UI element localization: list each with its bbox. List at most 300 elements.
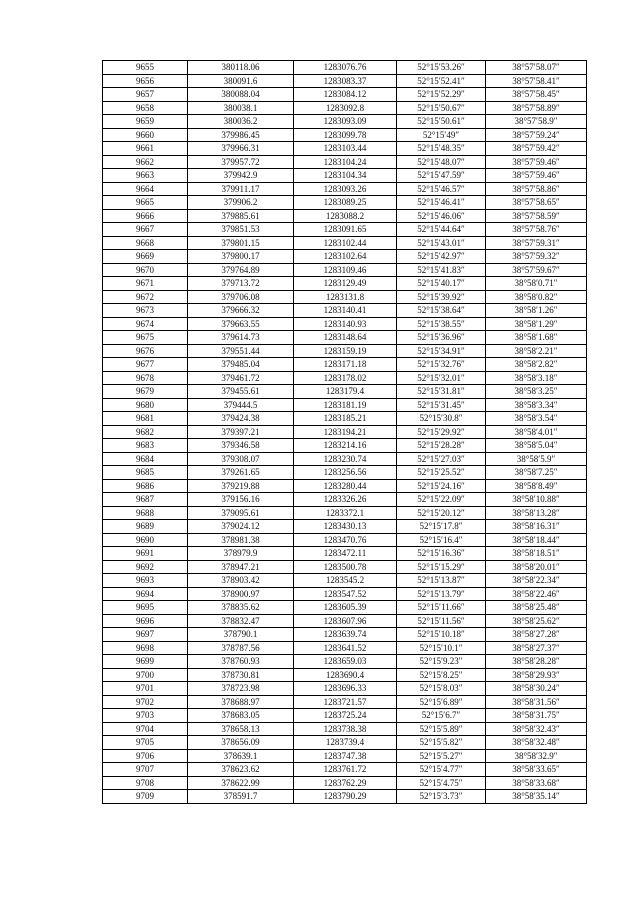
x-coordinate-cell: 379800.17 [188, 250, 294, 264]
y-coordinate-cell: 1283280.44 [294, 479, 397, 493]
table-row [103, 155, 587, 169]
point-number-cell: 9656 [103, 74, 188, 88]
table-row [103, 628, 587, 642]
table-row [103, 209, 587, 223]
table-row [103, 304, 587, 318]
longitude-cell: 38°58′33.68″ [486, 776, 587, 790]
x-coordinate-cell: 379346.58 [188, 439, 294, 453]
y-coordinate-cell: 1283762.29 [294, 776, 397, 790]
x-coordinate-cell: 379485.04 [188, 358, 294, 372]
point-number-cell: 9657 [103, 88, 188, 102]
x-coordinate-cell: 379261.65 [188, 466, 294, 480]
point-number-cell: 9690 [103, 533, 188, 547]
x-coordinate-cell: 379424.38 [188, 412, 294, 426]
y-coordinate-cell: 1283372.1 [294, 506, 397, 520]
point-number-cell: 9687 [103, 493, 188, 507]
table-row [103, 655, 587, 669]
y-coordinate-cell: 1283326.26 [294, 493, 397, 507]
x-coordinate-cell: 379551.44 [188, 344, 294, 358]
y-coordinate-cell: 1283093.26 [294, 182, 397, 196]
point-number-cell: 9703 [103, 709, 188, 723]
latitude-cell: 52°15′50.67″ [397, 101, 486, 115]
point-number-cell: 9670 [103, 263, 188, 277]
y-coordinate-cell: 1283148.64 [294, 331, 397, 345]
latitude-cell: 52°15′31.81″ [397, 385, 486, 399]
longitude-cell: 38°58′27.28″ [486, 628, 587, 642]
table-row [103, 547, 587, 561]
point-number-cell: 9707 [103, 763, 188, 777]
longitude-cell: 38°58′3.34″ [486, 398, 587, 412]
y-coordinate-cell: 1283092.8 [294, 101, 397, 115]
point-number-cell: 9659 [103, 115, 188, 129]
longitude-cell: 38°57′58.59″ [486, 209, 587, 223]
y-coordinate-cell: 1283102.64 [294, 250, 397, 264]
table-row [103, 479, 587, 493]
latitude-cell: 52°15′8.03″ [397, 682, 486, 696]
point-number-cell: 9668 [103, 236, 188, 250]
longitude-cell: 38°58′35.14″ [486, 790, 587, 804]
longitude-cell: 38°58′1.68″ [486, 331, 587, 345]
y-coordinate-cell: 1283104.24 [294, 155, 397, 169]
point-number-cell: 9676 [103, 344, 188, 358]
latitude-cell: 52°15′53.26″ [397, 61, 486, 75]
x-coordinate-cell: 378835.62 [188, 601, 294, 615]
point-number-cell: 9655 [103, 61, 188, 75]
longitude-cell: 38°58′2.82″ [486, 358, 587, 372]
latitude-cell: 52°15′38.55″ [397, 317, 486, 331]
x-coordinate-cell: 379957.72 [188, 155, 294, 169]
point-number-cell: 9685 [103, 466, 188, 480]
x-coordinate-cell: 378622.99 [188, 776, 294, 790]
longitude-cell: 38°58′1.29″ [486, 317, 587, 331]
point-number-cell: 9671 [103, 277, 188, 291]
latitude-cell: 52°15′29.92″ [397, 425, 486, 439]
y-coordinate-cell: 1283641.52 [294, 641, 397, 655]
longitude-cell: 38°58′28.28″ [486, 655, 587, 669]
longitude-cell: 38°58′18.44″ [486, 533, 587, 547]
x-coordinate-cell: 379219.88 [188, 479, 294, 493]
latitude-cell: 52°15′25.52″ [397, 466, 486, 480]
x-coordinate-cell: 379666.32 [188, 304, 294, 318]
x-coordinate-cell: 379706.08 [188, 290, 294, 304]
table-row [103, 695, 587, 709]
table-row [103, 668, 587, 682]
longitude-cell: 38°57′59.32″ [486, 250, 587, 264]
latitude-cell: 52°15′39.92″ [397, 290, 486, 304]
y-coordinate-cell: 1283178.02 [294, 371, 397, 385]
longitude-cell: 38°58′0.71″ [486, 277, 587, 291]
point-number-cell: 9680 [103, 398, 188, 412]
table-row [103, 614, 587, 628]
x-coordinate-cell: 379764.89 [188, 263, 294, 277]
point-number-cell: 9688 [103, 506, 188, 520]
y-coordinate-cell: 1283181.19 [294, 398, 397, 412]
longitude-cell: 38°58′1.26″ [486, 304, 587, 318]
latitude-cell: 52°15′42.97″ [397, 250, 486, 264]
latitude-cell: 52°15′34.91″ [397, 344, 486, 358]
latitude-cell: 52°15′13.79″ [397, 587, 486, 601]
point-number-cell: 9675 [103, 331, 188, 345]
x-coordinate-cell: 378688.97 [188, 695, 294, 709]
coordinates-table-body [103, 61, 587, 804]
longitude-cell: 38°57′59.46″ [486, 169, 587, 183]
point-number-cell: 9679 [103, 385, 188, 399]
point-number-cell: 9686 [103, 479, 188, 493]
point-number-cell: 9674 [103, 317, 188, 331]
latitude-cell: 52°15′44.64″ [397, 223, 486, 237]
latitude-cell: 52°15′11.66″ [397, 601, 486, 615]
longitude-cell: 38°58′30.24″ [486, 682, 587, 696]
latitude-cell: 52°15′4.75″ [397, 776, 486, 790]
longitude-cell: 38°58′32.43″ [486, 722, 587, 736]
point-number-cell: 9684 [103, 452, 188, 466]
y-coordinate-cell: 1283725.24 [294, 709, 397, 723]
x-coordinate-cell: 379986.45 [188, 128, 294, 142]
x-coordinate-cell: 379095.61 [188, 506, 294, 520]
table-row [103, 722, 587, 736]
table-row [103, 250, 587, 264]
latitude-cell: 52°15′17.8″ [397, 520, 486, 534]
table-row [103, 169, 587, 183]
table-row [103, 398, 587, 412]
latitude-cell: 52°15′6.89″ [397, 695, 486, 709]
table-row [103, 290, 587, 304]
table-row [103, 466, 587, 480]
table-row [103, 277, 587, 291]
latitude-cell: 52°15′8.25″ [397, 668, 486, 682]
latitude-cell: 52°15′32.01″ [397, 371, 486, 385]
x-coordinate-cell: 378591.7 [188, 790, 294, 804]
table-row [103, 574, 587, 588]
table-row [103, 506, 587, 520]
table-row [103, 439, 587, 453]
y-coordinate-cell: 1283131.8 [294, 290, 397, 304]
y-coordinate-cell: 1283179.4 [294, 385, 397, 399]
point-number-cell: 9701 [103, 682, 188, 696]
table-row [103, 331, 587, 345]
y-coordinate-cell: 1283102.44 [294, 236, 397, 250]
longitude-cell: 38°58′25.62″ [486, 614, 587, 628]
longitude-cell: 38°57′59.31″ [486, 236, 587, 250]
x-coordinate-cell: 378832.47 [188, 614, 294, 628]
table-row [103, 358, 587, 372]
y-coordinate-cell: 1283083.37 [294, 74, 397, 88]
y-coordinate-cell: 1283140.93 [294, 317, 397, 331]
x-coordinate-cell: 378683.05 [188, 709, 294, 723]
x-coordinate-cell: 379885.61 [188, 209, 294, 223]
longitude-cell: 38°57′58.65″ [486, 196, 587, 210]
table-row [103, 128, 587, 142]
x-coordinate-cell: 379966.31 [188, 142, 294, 156]
latitude-cell: 52°15′16.36″ [397, 547, 486, 561]
y-coordinate-cell: 1283761.72 [294, 763, 397, 777]
longitude-cell: 38°58′33.65″ [486, 763, 587, 777]
point-number-cell: 9696 [103, 614, 188, 628]
latitude-cell: 52°15′9.23″ [397, 655, 486, 669]
point-number-cell: 9660 [103, 128, 188, 142]
table-row [103, 182, 587, 196]
table-row [103, 763, 587, 777]
x-coordinate-cell: 378979.9 [188, 547, 294, 561]
point-number-cell: 9693 [103, 574, 188, 588]
x-coordinate-cell: 379614.73 [188, 331, 294, 345]
point-number-cell: 9673 [103, 304, 188, 318]
latitude-cell: 52°15′38.64″ [397, 304, 486, 318]
y-coordinate-cell: 1283171.18 [294, 358, 397, 372]
longitude-cell: 38°58′3.25″ [486, 385, 587, 399]
latitude-cell: 52°15′28.28″ [397, 439, 486, 453]
latitude-cell: 52°15′10.18″ [397, 628, 486, 642]
latitude-cell: 52°15′31.45″ [397, 398, 486, 412]
y-coordinate-cell: 1283690.4 [294, 668, 397, 682]
x-coordinate-cell: 380038.1 [188, 101, 294, 115]
x-coordinate-cell: 379024.12 [188, 520, 294, 534]
latitude-cell: 52°15′41.83″ [397, 263, 486, 277]
y-coordinate-cell: 1283605.39 [294, 601, 397, 615]
table-row [103, 776, 587, 790]
y-coordinate-cell: 1283639.74 [294, 628, 397, 642]
y-coordinate-cell: 1283500.78 [294, 560, 397, 574]
x-coordinate-cell: 380088.04 [188, 88, 294, 102]
x-coordinate-cell: 379713.72 [188, 277, 294, 291]
latitude-cell: 52°15′13.87″ [397, 574, 486, 588]
point-number-cell: 9699 [103, 655, 188, 669]
x-coordinate-cell: 378760.93 [188, 655, 294, 669]
longitude-cell: 38°58′2.21″ [486, 344, 587, 358]
x-coordinate-cell: 378623.62 [188, 763, 294, 777]
y-coordinate-cell: 1283739.4 [294, 736, 397, 750]
latitude-cell: 52°15′46.41″ [397, 196, 486, 210]
point-number-cell: 9697 [103, 628, 188, 642]
x-coordinate-cell: 379906.2 [188, 196, 294, 210]
latitude-cell: 52°15′48.07″ [397, 155, 486, 169]
latitude-cell: 52°15′10.1″ [397, 641, 486, 655]
point-number-cell: 9667 [103, 223, 188, 237]
point-number-cell: 9706 [103, 749, 188, 763]
longitude-cell: 38°57′59.24″ [486, 128, 587, 142]
y-coordinate-cell: 1283089.25 [294, 196, 397, 210]
point-number-cell: 9689 [103, 520, 188, 534]
longitude-cell: 38°58′7.25″ [486, 466, 587, 480]
longitude-cell: 38°57′58.89″ [486, 101, 587, 115]
x-coordinate-cell: 379397.21 [188, 425, 294, 439]
y-coordinate-cell: 1283607.96 [294, 614, 397, 628]
latitude-cell: 52°15′4.77″ [397, 763, 486, 777]
table-row [103, 61, 587, 75]
table-row [103, 412, 587, 426]
latitude-cell: 52°15′3.73″ [397, 790, 486, 804]
table-row [103, 493, 587, 507]
table-row [103, 709, 587, 723]
y-coordinate-cell: 1283470.76 [294, 533, 397, 547]
point-number-cell: 9669 [103, 250, 188, 264]
point-number-cell: 9682 [103, 425, 188, 439]
y-coordinate-cell: 1283140.41 [294, 304, 397, 318]
y-coordinate-cell: 1283547.52 [294, 587, 397, 601]
longitude-cell: 38°58′20.01″ [486, 560, 587, 574]
latitude-cell: 52°15′47.59″ [397, 169, 486, 183]
longitude-cell: 38°57′58.41″ [486, 74, 587, 88]
longitude-cell: 38°58′25.48″ [486, 601, 587, 615]
longitude-cell: 38°57′58.07″ [486, 61, 587, 75]
longitude-cell: 38°57′58.76″ [486, 223, 587, 237]
longitude-cell: 38°58′3.18″ [486, 371, 587, 385]
point-number-cell: 9664 [103, 182, 188, 196]
latitude-cell: 52°15′27.03″ [397, 452, 486, 466]
table-row [103, 263, 587, 277]
y-coordinate-cell: 1283721.57 [294, 695, 397, 709]
longitude-cell: 38°58′4.01″ [486, 425, 587, 439]
x-coordinate-cell: 379942.9 [188, 169, 294, 183]
y-coordinate-cell: 1283545.2 [294, 574, 397, 588]
x-coordinate-cell: 379461.72 [188, 371, 294, 385]
latitude-cell: 52°15′49″ [397, 128, 486, 142]
x-coordinate-cell: 378730.81 [188, 668, 294, 682]
longitude-cell: 38°58′31.75″ [486, 709, 587, 723]
point-number-cell: 9666 [103, 209, 188, 223]
y-coordinate-cell: 1283738.38 [294, 722, 397, 736]
longitude-cell: 38°58′5.04″ [486, 439, 587, 453]
y-coordinate-cell: 1283088.2 [294, 209, 397, 223]
point-number-cell: 9658 [103, 101, 188, 115]
y-coordinate-cell: 1283103.44 [294, 142, 397, 156]
y-coordinate-cell: 1283747.38 [294, 749, 397, 763]
x-coordinate-cell: 379455.61 [188, 385, 294, 399]
point-number-cell: 9694 [103, 587, 188, 601]
table-row [103, 425, 587, 439]
x-coordinate-cell: 379911.17 [188, 182, 294, 196]
y-coordinate-cell: 1283185.21 [294, 412, 397, 426]
x-coordinate-cell: 378790.1 [188, 628, 294, 642]
y-coordinate-cell: 1283091.65 [294, 223, 397, 237]
longitude-cell: 38°58′5.9″ [486, 452, 587, 466]
point-number-cell: 9691 [103, 547, 188, 561]
longitude-cell: 38°58′16.31″ [486, 520, 587, 534]
y-coordinate-cell: 1283430.13 [294, 520, 397, 534]
x-coordinate-cell: 380091.6 [188, 74, 294, 88]
table-row [103, 74, 587, 88]
x-coordinate-cell: 378981.38 [188, 533, 294, 547]
latitude-cell: 52°15′24.16″ [397, 479, 486, 493]
latitude-cell: 52°15′50.61″ [397, 115, 486, 129]
longitude-cell: 38°58′10.88″ [486, 493, 587, 507]
x-coordinate-cell: 378656.09 [188, 736, 294, 750]
x-coordinate-cell: 379308.07 [188, 452, 294, 466]
longitude-cell: 38°58′29.93″ [486, 668, 587, 682]
x-coordinate-cell: 378903.42 [188, 574, 294, 588]
y-coordinate-cell: 1283129.49 [294, 277, 397, 291]
longitude-cell: 38°58′8.49″ [486, 479, 587, 493]
point-number-cell: 9704 [103, 722, 188, 736]
table-row [103, 749, 587, 763]
point-number-cell: 9672 [103, 290, 188, 304]
point-number-cell: 9683 [103, 439, 188, 453]
longitude-cell: 38°58′32.48″ [486, 736, 587, 750]
y-coordinate-cell: 1283076.76 [294, 61, 397, 75]
latitude-cell: 52°15′22.09″ [397, 493, 486, 507]
table-row [103, 344, 587, 358]
table-row [103, 520, 587, 534]
table-row [103, 452, 587, 466]
point-number-cell: 9681 [103, 412, 188, 426]
y-coordinate-cell: 1283084.12 [294, 88, 397, 102]
longitude-cell: 38°58′18.51″ [486, 547, 587, 561]
y-coordinate-cell: 1283194.21 [294, 425, 397, 439]
table-row [103, 560, 587, 574]
table-row [103, 236, 587, 250]
latitude-cell: 52°15′5.82″ [397, 736, 486, 750]
latitude-cell: 52°15′30.8″ [397, 412, 486, 426]
latitude-cell: 52°15′36.96″ [397, 331, 486, 345]
latitude-cell: 52°15′11.56″ [397, 614, 486, 628]
longitude-cell: 38°57′59.42″ [486, 142, 587, 156]
point-number-cell: 9708 [103, 776, 188, 790]
longitude-cell: 38°58′32.9″ [486, 749, 587, 763]
table-row [103, 682, 587, 696]
latitude-cell: 52°15′46.57″ [397, 182, 486, 196]
point-number-cell: 9695 [103, 601, 188, 615]
x-coordinate-cell: 378787.56 [188, 641, 294, 655]
x-coordinate-cell: 380118.06 [188, 61, 294, 75]
table-row [103, 115, 587, 129]
coordinates-table [102, 60, 587, 804]
table-row [103, 736, 587, 750]
x-coordinate-cell: 379851.53 [188, 223, 294, 237]
x-coordinate-cell: 379663.55 [188, 317, 294, 331]
point-number-cell: 9677 [103, 358, 188, 372]
longitude-cell: 38°57′59.46″ [486, 155, 587, 169]
x-coordinate-cell: 380036.2 [188, 115, 294, 129]
point-number-cell: 9702 [103, 695, 188, 709]
latitude-cell: 52°15′46.06″ [397, 209, 486, 223]
point-number-cell: 9705 [103, 736, 188, 750]
latitude-cell: 52°15′15.29″ [397, 560, 486, 574]
table-row [103, 101, 587, 115]
x-coordinate-cell: 378658.13 [188, 722, 294, 736]
latitude-cell: 52°15′43.01″ [397, 236, 486, 250]
longitude-cell: 38°57′58.9″ [486, 115, 587, 129]
latitude-cell: 52°15′48.35″ [397, 142, 486, 156]
table-row [103, 371, 587, 385]
latitude-cell: 52°15′20.12″ [397, 506, 486, 520]
point-number-cell: 9678 [103, 371, 188, 385]
longitude-cell: 38°58′27.37″ [486, 641, 587, 655]
point-number-cell: 9709 [103, 790, 188, 804]
longitude-cell: 38°57′59.67″ [486, 263, 587, 277]
x-coordinate-cell: 378723.98 [188, 682, 294, 696]
y-coordinate-cell: 1283472.11 [294, 547, 397, 561]
table-row [103, 223, 587, 237]
table-row [103, 385, 587, 399]
y-coordinate-cell: 1283214.16 [294, 439, 397, 453]
point-number-cell: 9662 [103, 155, 188, 169]
longitude-cell: 38°58′0.82″ [486, 290, 587, 304]
y-coordinate-cell: 1283230.74 [294, 452, 397, 466]
latitude-cell: 52°15′52.41″ [397, 74, 486, 88]
point-number-cell: 9665 [103, 196, 188, 210]
x-coordinate-cell: 379156.16 [188, 493, 294, 507]
longitude-cell: 38°57′58.45″ [486, 88, 587, 102]
longitude-cell: 38°58′3.54″ [486, 412, 587, 426]
point-number-cell: 9692 [103, 560, 188, 574]
x-coordinate-cell: 378900.97 [188, 587, 294, 601]
table-row [103, 601, 587, 615]
x-coordinate-cell: 379444.5 [188, 398, 294, 412]
y-coordinate-cell: 1283159.19 [294, 344, 397, 358]
x-coordinate-cell: 378947.21 [188, 560, 294, 574]
y-coordinate-cell: 1283659.03 [294, 655, 397, 669]
y-coordinate-cell: 1283256.56 [294, 466, 397, 480]
